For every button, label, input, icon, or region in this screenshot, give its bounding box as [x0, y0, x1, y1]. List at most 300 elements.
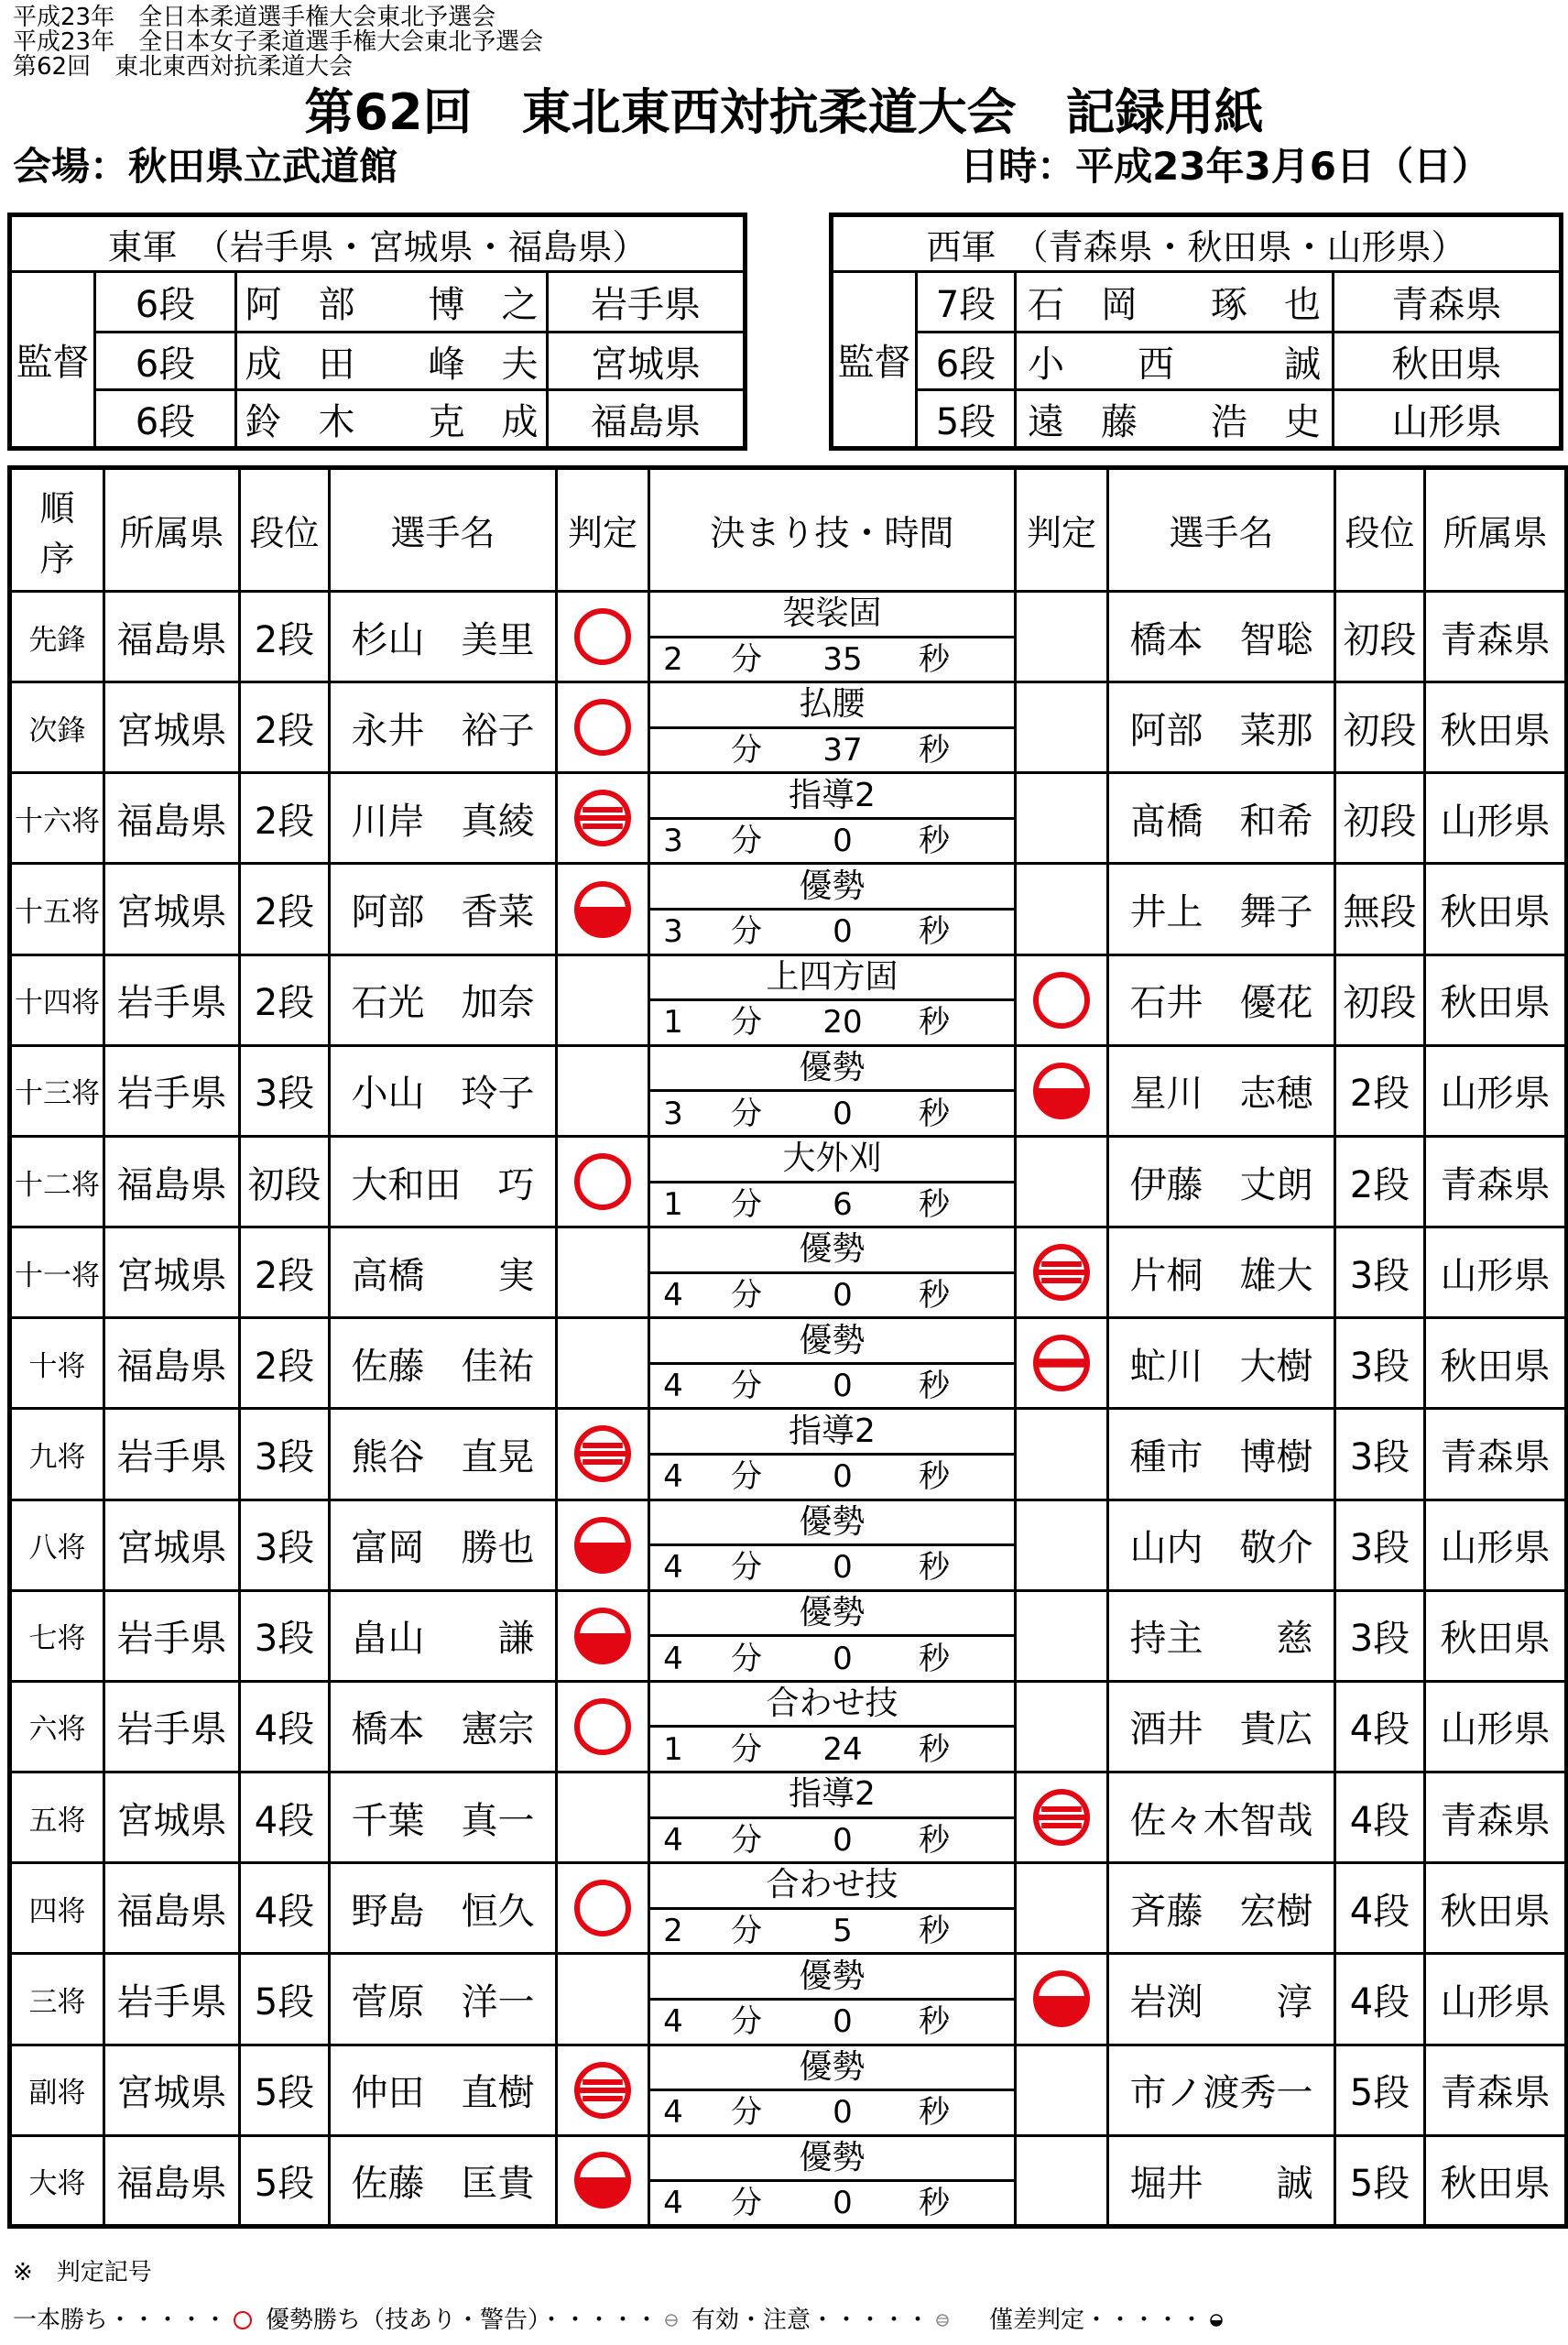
time-seconds-unit: 秒	[919, 1368, 950, 1405]
west-dan: 3段	[1335, 1318, 1425, 1409]
time-minutes-unit: 分	[731, 1913, 762, 1950]
east-pref: 岩手県	[104, 1954, 240, 2045]
east-judgment-mark-icon	[573, 698, 632, 757]
technique-time	[650, 1819, 1014, 1862]
venue: 会場：秋田県立武道館	[13, 144, 398, 189]
col-header-judgment-right: 判定	[1016, 468, 1108, 592]
west-judgment	[1016, 954, 1108, 1045]
east-dan: 3段	[240, 1045, 330, 1136]
east-judgment	[557, 1772, 649, 1863]
west-dan: 無段	[1335, 864, 1425, 954]
technique-name: 合わせ技	[650, 1864, 1014, 1910]
bout-order: 十二将	[10, 1136, 104, 1227]
technique-cell	[649, 1136, 1016, 1227]
west-pref: 青森県	[1425, 1409, 1567, 1500]
west-pref: 秋田県	[1425, 1318, 1567, 1409]
west-pref: 秋田県	[1425, 1590, 1567, 1681]
west-pref: 山形県	[1425, 1954, 1567, 2045]
technique-time	[650, 1183, 1014, 1227]
time-seconds-unit: 秒	[919, 1458, 950, 1496]
time-minutes-unit: 分	[731, 1004, 762, 1042]
west-player: 阿部 菜那	[1108, 682, 1335, 773]
coach-dan: 7段	[917, 272, 1016, 333]
time-minutes: 3	[663, 913, 683, 951]
west-dan: 4段	[1335, 1772, 1425, 1863]
time-seconds: 20	[822, 1004, 863, 1042]
time-minutes-unit: 分	[731, 2003, 762, 2041]
bout-row	[10, 1409, 1567, 1500]
east-army-label: 東軍 （岩手県・宮城県・福島県）	[10, 215, 746, 272]
coach-dan: 6段	[917, 333, 1016, 390]
technique-time	[650, 1001, 1014, 1044]
west-dan: 4段	[1335, 1681, 1425, 1772]
west-judgment	[1016, 592, 1108, 682]
east-judgment	[557, 1045, 649, 1136]
bout-row	[10, 864, 1567, 954]
west-player: 持主 慈	[1108, 1590, 1335, 1681]
east-coach-role: 監督	[10, 272, 95, 449]
west-judgment	[1016, 864, 1108, 954]
east-judgment-mark-icon	[573, 607, 632, 666]
technique-cell	[649, 864, 1016, 954]
east-judgment	[557, 1500, 649, 1590]
east-judgment	[557, 1954, 649, 2045]
west-pref: 秋田県	[1425, 864, 1567, 954]
technique-name: 大外刈	[650, 1138, 1014, 1183]
time-seconds-unit: 秒	[919, 1095, 950, 1132]
bout-row	[10, 1136, 1567, 1227]
east-dan: 4段	[240, 1772, 330, 1863]
bout-order: 三将	[10, 1954, 104, 2045]
time-minutes-unit: 分	[731, 823, 762, 860]
east-player: 高橋 実	[330, 1227, 557, 1318]
west-player: 髙橋 和希	[1108, 773, 1335, 864]
east-dan: 2段	[240, 1318, 330, 1409]
time-seconds: 0	[833, 1549, 853, 1587]
bout-row	[10, 1500, 1567, 1590]
bout-order: 副将	[10, 2045, 104, 2135]
technique-name: 指導2	[650, 1773, 1014, 1819]
time-minutes: 4	[663, 1368, 683, 1405]
time-seconds: 0	[833, 1458, 853, 1496]
technique-cell	[649, 1681, 1016, 1772]
west-player: 山内 敬介	[1108, 1500, 1335, 1590]
col-header-order: 順 序	[10, 468, 104, 592]
technique-cell	[649, 682, 1016, 773]
time-seconds-unit: 秒	[919, 1276, 950, 1314]
time-seconds: 5	[833, 1913, 853, 1950]
time-minutes-unit: 分	[731, 1730, 762, 1768]
technique-time	[650, 729, 1014, 772]
east-judgment-mark-icon	[573, 1516, 632, 1575]
east-judgment	[557, 773, 649, 864]
east-dan: 2段	[240, 592, 330, 682]
bout-row	[10, 1863, 1567, 1954]
east-dan: 3段	[240, 1590, 330, 1681]
technique-name: 優勢	[650, 1955, 1014, 2001]
east-player: 仲田 直樹	[330, 2045, 557, 2135]
bout-row	[10, 773, 1567, 864]
technique-name: 優勢	[650, 1047, 1014, 1093]
technique-time	[650, 820, 1014, 863]
col-header-pref-right: 所属県	[1425, 468, 1567, 592]
east-coach-table	[7, 213, 747, 451]
east-pref: 福島県	[104, 2135, 240, 2226]
time-minutes: 4	[663, 1276, 683, 1314]
bout-order: 四将	[10, 1863, 104, 1954]
west-pref: 山形県	[1425, 1227, 1567, 1318]
time-minutes-unit: 分	[731, 913, 762, 951]
technique-name: 優勢	[650, 1592, 1014, 1638]
time-minutes: 4	[663, 1458, 683, 1496]
time-minutes-unit: 分	[731, 1185, 762, 1223]
time-seconds: 0	[833, 2003, 853, 2041]
bout-order: 十三将	[10, 1045, 104, 1136]
technique-name: 上四方固	[650, 956, 1014, 1002]
west-judgment	[1016, 1409, 1108, 1500]
east-pref: 福島県	[104, 1318, 240, 1409]
coach-pref: 岩手県	[548, 272, 746, 333]
west-pref: 青森県	[1425, 2045, 1567, 2135]
west-dan: 3段	[1335, 1590, 1425, 1681]
technique-time	[650, 1728, 1014, 1771]
time-seconds: 0	[833, 913, 853, 951]
technique-time	[650, 1365, 1014, 1408]
west-player: 岩渕 淳	[1108, 1954, 1335, 2045]
technique-cell	[649, 2045, 1016, 2135]
time-minutes: 4	[663, 1640, 683, 1677]
time-seconds-unit: 秒	[919, 640, 950, 678]
east-dan: 2段	[240, 864, 330, 954]
west-player: 石井 優花	[1108, 954, 1335, 1045]
bout-order: 十六将	[10, 773, 104, 864]
east-player: 佐藤 佳祐	[330, 1318, 557, 1409]
west-dan: 3段	[1335, 1409, 1425, 1500]
east-judgment-mark-icon	[573, 2151, 632, 2209]
east-player: 川岸 真綾	[330, 773, 557, 864]
technique-name: 優勢	[650, 1501, 1014, 1547]
east-dan: 2段	[240, 1227, 330, 1318]
west-player: 伊藤 丈朗	[1108, 1136, 1335, 1227]
east-judgment	[557, 592, 649, 682]
time-seconds: 0	[833, 1368, 853, 1405]
coach-name: 石 岡 琢 也	[1016, 272, 1334, 333]
west-judgment-mark-icon	[1032, 1062, 1091, 1120]
header-line-1: 平成23年 全日本柔道選手権大会東北予選会	[13, 4, 496, 31]
east-pref: 宮城県	[104, 2045, 240, 2135]
east-dan: 5段	[240, 2045, 330, 2135]
coach-dan: 6段	[95, 272, 236, 333]
col-header-player: 選手名	[330, 468, 557, 592]
east-pref: 岩手県	[104, 1045, 240, 1136]
technique-time	[650, 911, 1014, 954]
technique-cell	[649, 1590, 1016, 1681]
west-judgment	[1016, 1681, 1108, 1772]
coach-pref: 山形県	[1334, 390, 1562, 449]
east-dan: 初段	[240, 1136, 330, 1227]
time-seconds-unit: 秒	[919, 1185, 950, 1223]
east-judgment	[557, 1227, 649, 1318]
bout-row	[10, 2135, 1567, 2226]
col-header-pref: 所属県	[104, 468, 240, 592]
time-minutes: 4	[663, 2094, 683, 2132]
west-player: 佐々木智哉	[1108, 1772, 1335, 1863]
west-judgment-mark-icon	[1032, 1243, 1091, 1302]
bout-order: 九将	[10, 1409, 104, 1500]
time-minutes-unit: 分	[731, 1368, 762, 1405]
west-pref: 山形県	[1425, 773, 1567, 864]
west-dan: 初段	[1335, 954, 1425, 1045]
technique-cell	[649, 592, 1016, 682]
technique-name: 優勢	[650, 1319, 1014, 1365]
east-player: 富岡 勝也	[330, 1500, 557, 1590]
time-minutes: 1	[663, 1004, 683, 1042]
coach-name: 鈴 木 克 成	[236, 390, 548, 449]
coach-pref: 青森県	[1334, 272, 1562, 333]
east-judgment-mark-icon	[573, 880, 632, 939]
coach-pref: 福島県	[548, 390, 746, 449]
time-minutes: 3	[663, 1095, 683, 1132]
east-player: 杉山 美里	[330, 592, 557, 682]
east-dan: 4段	[240, 1681, 330, 1772]
west-judgment	[1016, 1590, 1108, 1681]
west-coach-table	[829, 213, 1563, 451]
east-judgment-mark-icon	[573, 1152, 632, 1211]
east-judgment-mark-icon	[573, 1879, 632, 1937]
east-judgment	[557, 1863, 649, 1954]
west-player: 星川 志穂	[1108, 1045, 1335, 1136]
time-seconds-unit: 秒	[919, 1549, 950, 1587]
east-judgment-mark-icon	[573, 2061, 632, 2120]
time-minutes-unit: 分	[731, 2184, 762, 2221]
west-dan: 5段	[1335, 2045, 1425, 2135]
legend-item-ippon	[13, 2307, 255, 2334]
east-judgment	[557, 2045, 649, 2135]
technique-name: 払腰	[650, 683, 1014, 729]
technique-cell	[649, 1772, 1016, 1863]
east-pref: 岩手県	[104, 1409, 240, 1500]
west-dan: 3段	[1335, 1500, 1425, 1590]
technique-time	[650, 638, 1014, 682]
west-player: 酒井 貴広	[1108, 1681, 1335, 1772]
west-dan: 初段	[1335, 592, 1425, 682]
west-judgment	[1016, 1045, 1108, 1136]
time-seconds-unit: 秒	[919, 1821, 950, 1859]
technique-time	[650, 2001, 1014, 2044]
technique-cell	[649, 1500, 1016, 1590]
technique-name: 指導2	[650, 1410, 1014, 1456]
technique-time	[650, 2182, 1014, 2224]
time-seconds-unit: 秒	[919, 1913, 950, 1950]
coach-dan: 6段	[95, 333, 236, 390]
time-minutes-unit: 分	[731, 2094, 762, 2132]
east-player: 野島 恒久	[330, 1863, 557, 1954]
technique-time	[650, 1092, 1014, 1135]
time-minutes: 2	[663, 1913, 683, 1950]
bout-order: 八将	[10, 1500, 104, 1590]
west-judgment-mark-icon	[1032, 1788, 1091, 1847]
east-pref: 宮城県	[104, 1227, 240, 1318]
west-judgment-mark-icon	[1032, 1334, 1091, 1392]
bout-row	[10, 682, 1567, 773]
col-header-dan-right: 段位	[1335, 468, 1425, 592]
west-pref: 山形県	[1425, 1045, 1567, 1136]
legend-label: 優勢勝ち（技あり・警告）・・・・・	[266, 2307, 659, 2334]
technique-time	[650, 1637, 1014, 1680]
west-army-label: 西軍 （青森県・秋田県・山形県）	[832, 215, 1562, 272]
east-judgment	[557, 1681, 649, 1772]
east-pref: 福島県	[104, 592, 240, 682]
technique-name: 指導2	[650, 774, 1014, 820]
bout-row	[10, 2045, 1567, 2135]
technique-time	[650, 1910, 1014, 1953]
time-minutes: 4	[663, 2184, 683, 2221]
technique-name: 優勢	[650, 2046, 1014, 2092]
east-player: 大和田 巧	[330, 1136, 557, 1227]
bout-row	[10, 1227, 1567, 1318]
time-seconds: 0	[833, 1821, 853, 1859]
time-seconds-unit: 秒	[919, 2003, 950, 2041]
east-judgment	[557, 682, 649, 773]
technique-cell	[649, 1045, 1016, 1136]
bout-row	[10, 592, 1567, 682]
east-pref: 岩手県	[104, 1590, 240, 1681]
east-player: 菅原 洋一	[330, 1954, 557, 2045]
time-seconds: 0	[833, 1276, 853, 1314]
legend-item-kinsa	[989, 2307, 1225, 2334]
technique-cell	[649, 773, 1016, 864]
time-minutes-unit: 分	[731, 640, 762, 678]
time-seconds: 0	[833, 2094, 853, 2132]
west-dan: 初段	[1335, 682, 1425, 773]
col-header-judgment: 判定	[557, 468, 649, 592]
east-judgment-mark-icon	[573, 1697, 632, 1756]
bout-row	[10, 1772, 1567, 1863]
legend-kinsa-icon	[1207, 2311, 1225, 2329]
west-judgment	[1016, 1772, 1108, 1863]
east-player: 阿部 香菜	[330, 864, 557, 954]
col-header-technique: 決まり技・時間	[649, 468, 1016, 592]
legend-label: 一本勝ち・・・・・	[13, 2307, 228, 2334]
east-player: 小山 玲子	[330, 1045, 557, 1136]
bout-order: 十将	[10, 1318, 104, 1409]
east-pref: 宮城県	[104, 1500, 240, 1590]
bout-row	[10, 954, 1567, 1045]
technique-name: 優勢	[650, 865, 1014, 911]
west-pref: 青森県	[1425, 1772, 1567, 1863]
coach-dan: 5段	[917, 390, 1016, 449]
technique-cell	[649, 1227, 1016, 1318]
east-dan: 3段	[240, 1500, 330, 1590]
time-minutes: 4	[663, 1549, 683, 1587]
legend-label: 有効・注意・・・・・	[691, 2307, 931, 2334]
east-judgment	[557, 954, 649, 1045]
time-seconds-unit: 秒	[919, 1004, 950, 1042]
technique-cell	[649, 954, 1016, 1045]
east-dan: 5段	[240, 1954, 330, 2045]
bout-order: 十五将	[10, 864, 104, 954]
time-minutes: 1	[663, 1730, 683, 1768]
west-judgment	[1016, 1500, 1108, 1590]
legend-yusei-icon	[662, 2311, 681, 2329]
east-pref: 岩手県	[104, 1681, 240, 1772]
east-judgment-mark-icon	[573, 789, 632, 847]
technique-time	[650, 1456, 1014, 1499]
time-seconds: 0	[833, 1640, 853, 1677]
technique-cell	[649, 2135, 1016, 2226]
west-player: 片桐 雄大	[1108, 1227, 1335, 1318]
technique-name: 袈裟固	[650, 593, 1014, 638]
east-judgment	[557, 1409, 649, 1500]
west-pref: 青森県	[1425, 1136, 1567, 1227]
time-minutes: 2	[663, 640, 683, 678]
west-judgment-mark-icon	[1032, 971, 1091, 1030]
east-dan: 3段	[240, 1409, 330, 1500]
west-judgment-mark-icon	[1032, 1969, 1091, 2028]
time-seconds: 0	[833, 1095, 853, 1132]
time-seconds: 37	[822, 732, 863, 769]
west-player: 虻川 大樹	[1108, 1318, 1335, 1409]
east-player: 熊谷 直晃	[330, 1409, 557, 1500]
east-dan: 2段	[240, 773, 330, 864]
east-pref: 福島県	[104, 1863, 240, 1954]
legend-yuko-icon	[933, 2311, 952, 2329]
legend-label: 僅差判定・・・・・	[989, 2307, 1204, 2334]
east-dan: 2段	[240, 682, 330, 773]
west-judgment	[1016, 773, 1108, 864]
west-judgment	[1016, 1227, 1108, 1318]
west-player: 橋本 智聡	[1108, 592, 1335, 682]
time-minutes-unit: 分	[731, 1640, 762, 1677]
header-line-3: 第62回 東北東西対抗柔道大会	[13, 53, 354, 81]
east-player: 永井 裕子	[330, 682, 557, 773]
coach-dan: 6段	[95, 390, 236, 449]
time-minutes: 3	[663, 823, 683, 860]
east-judgment	[557, 864, 649, 954]
west-judgment	[1016, 1954, 1108, 2045]
west-pref: 山形県	[1425, 1500, 1567, 1590]
west-player: 種市 博樹	[1108, 1409, 1335, 1500]
east-dan: 5段	[240, 2135, 330, 2226]
time-minutes-unit: 分	[731, 1458, 762, 1496]
bout-order: 十一将	[10, 1227, 104, 1318]
east-pref: 福島県	[104, 773, 240, 864]
technique-time	[650, 2091, 1014, 2134]
west-judgment	[1016, 2135, 1108, 2226]
time-seconds-unit: 秒	[919, 732, 950, 769]
technique-cell	[649, 1318, 1016, 1409]
time-seconds: 0	[833, 823, 853, 860]
time-minutes: 4	[663, 1821, 683, 1859]
west-player: 堀井 誠	[1108, 2135, 1335, 2226]
header-row	[10, 468, 1567, 592]
technique-time	[650, 1274, 1014, 1317]
west-pref: 青森県	[1425, 592, 1567, 682]
bout-row	[10, 1318, 1567, 1409]
east-pref: 宮城県	[104, 1772, 240, 1863]
west-dan: 2段	[1335, 1045, 1425, 1136]
west-dan: 2段	[1335, 1136, 1425, 1227]
east-player: 畠山 謙	[330, 1590, 557, 1681]
event-date: 日時：平成23年3月6日（日）	[960, 144, 1490, 189]
east-judgment-mark-icon	[573, 1607, 632, 1665]
time-minutes-unit: 分	[731, 732, 762, 769]
east-player: 橋本 憲宗	[330, 1681, 557, 1772]
coach-name: 小 西 誠	[1016, 333, 1334, 390]
east-judgment	[557, 2135, 649, 2226]
legend-note: ※ 判定記号	[13, 2259, 152, 2286]
technique-name: 合わせ技	[650, 1683, 1014, 1729]
